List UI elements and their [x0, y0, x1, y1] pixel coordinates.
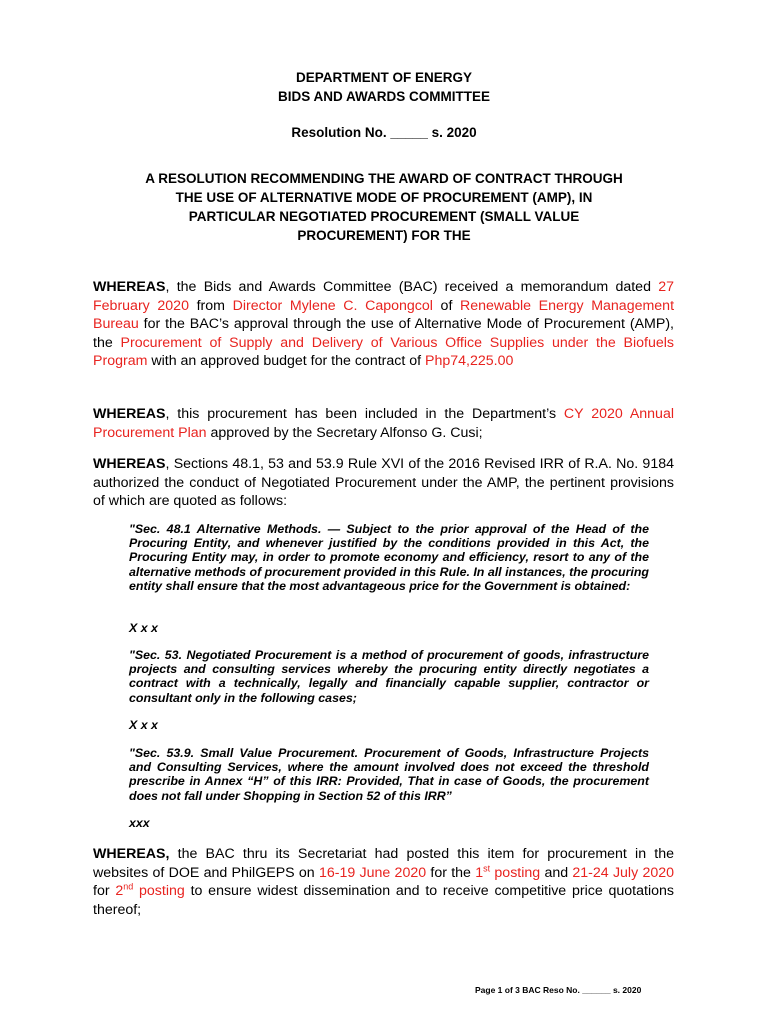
paragraph-text: from: [188, 297, 233, 314]
posting-number: 1: [475, 864, 484, 881]
paragraph-text: approved by the Secretary Alfonso G. Cusi;: [206, 424, 483, 441]
second-posting-date: 21-24 July 2020: [572, 864, 675, 881]
paragraph-text: the BAC thru its Secretariat had posted this item for procurement in the websites of DOE and PhilGEPS on: [93, 846, 674, 881]
quote-sec-53-9: "Sec. 53.9. Small Value Procurement. Procurement of Goods, Infrastructure Projects and Consulting Services, where the amount involved does not exceed the threshold prescribe in Annex “H” of this IRR: Provided, That in case of Goods, the procurement does not fall under Shopping in Section 52 of this IRR”: [129, 746, 649, 803]
whereas-paragraph-4: [93, 845, 674, 919]
ordinal-suffix: st: [483, 862, 491, 873]
quote-ellipsis: xxx: [129, 816, 150, 830]
title-line: A RESOLUTION RECOMMENDING THE AWARD OF CONTRACT THROUGH: [145, 171, 623, 186]
paragraph-text: , the Bids and Awards Committee (BAC) received a memorandum dated: [165, 279, 659, 295]
date-highlight: 27 February 2020: [93, 279, 674, 314]
whereas-paragraph-3: [93, 455, 674, 511]
paragraph-text: for the: [426, 864, 476, 881]
committee-heading: BIDS AND AWARDS COMMITTEE: [278, 89, 490, 104]
budget-highlight: Php74,225.00: [425, 353, 514, 369]
title-line: PARTICULAR NEGOTIATED PROCUREMENT (SMALL VALUE: [188, 209, 580, 224]
posting-number: 2: [115, 883, 124, 899]
posting-word: posting: [490, 864, 541, 881]
paragraph-text: with an approved budget for the contract of: [147, 353, 426, 369]
paragraph-text: , this procurement has been included in the Department’s: [165, 406, 564, 422]
whereas-keyword: WHEREAS: [93, 406, 166, 422]
posting-word: posting: [133, 883, 185, 899]
resolution-number: Resolution No. _____ s. 2020: [291, 125, 477, 140]
quote-sec-48-1: "Sec. 48.1 Alternative Methods. — Subject to the prior approval of the Head of the Procuring Entity, and whenever justified by the conditions provided in this Act, the Procuring Entity may, in order to promote economy and efficiency, resort to any of the alternative methods of procurement provided in this Rule. In all instances, the procuring entity shall ensure that the most advantageous price for the Government is obtained:: [129, 522, 649, 593]
title-line: THE USE OF ALTERNATIVE MODE OF PROCUREMENT (AMP), IN: [175, 190, 593, 205]
paragraph-text: of: [432, 297, 461, 314]
whereas-keyword: WHEREAS,: [93, 846, 170, 862]
paragraph-text: for the BAC’s approval through the use of Alternative Mode of Procurement (AMP), the: [93, 316, 674, 351]
quote-sec-53: "Sec. 53. Negotiated Procurement is a method of procurement of goods, infrastructure projects and consulting services whereby the procuring entity directly negotiates a contract with a technically, legally and financially capable supplier, contractor or consultant only in the following cases;: [129, 648, 649, 705]
whereas-paragraph-1: [93, 278, 674, 371]
page-footer: Page 1 of 3 BAC Reso No. ______ s. 2020: [475, 985, 642, 995]
whereas-keyword: WHEREAS: [93, 279, 166, 295]
department-heading: DEPARTMENT OF ENERGY: [295, 70, 472, 85]
resolution-title: [95, 169, 673, 245]
second-posting-label: [115, 883, 184, 899]
procurement-highlight: Procurement of Supply and Delivery of Various Office Supplies under the Biofuels Program: [93, 334, 675, 369]
plan-highlight: CY 2020 Annual Procurement Plan: [93, 406, 674, 441]
director-highlight: Director Mylene C. Capongcol: [232, 297, 433, 314]
paragraph-text: , Sections 48.1, 53 and 53.9 Rule XVI of the 2016 Revised IRR of R.A. No. 9184 authorized the conduct of Negotiated Procurement under the AMP, the pertinent provisions of which are quoted as follows:: [93, 456, 674, 509]
paragraph-text: to ensure widest dissemination and to receive competitive price quotations thereof;: [93, 883, 674, 918]
paragraph-text: for: [93, 883, 116, 899]
first-posting-date: 16-19 June 2020: [318, 864, 427, 881]
ordinal-suffix: nd: [123, 881, 134, 892]
bureau-highlight: Renewable Energy Management Bureau: [93, 297, 675, 332]
whereas-keyword: WHEREAS: [93, 456, 166, 472]
title-line: PROCUREMENT) FOR THE: [297, 228, 471, 243]
quote-ellipsis: X x x: [129, 718, 158, 732]
whereas-paragraph-2: [93, 405, 674, 442]
quote-ellipsis: X x x: [129, 621, 158, 635]
first-posting-label: [475, 862, 541, 881]
paragraph-text: and: [540, 864, 573, 881]
